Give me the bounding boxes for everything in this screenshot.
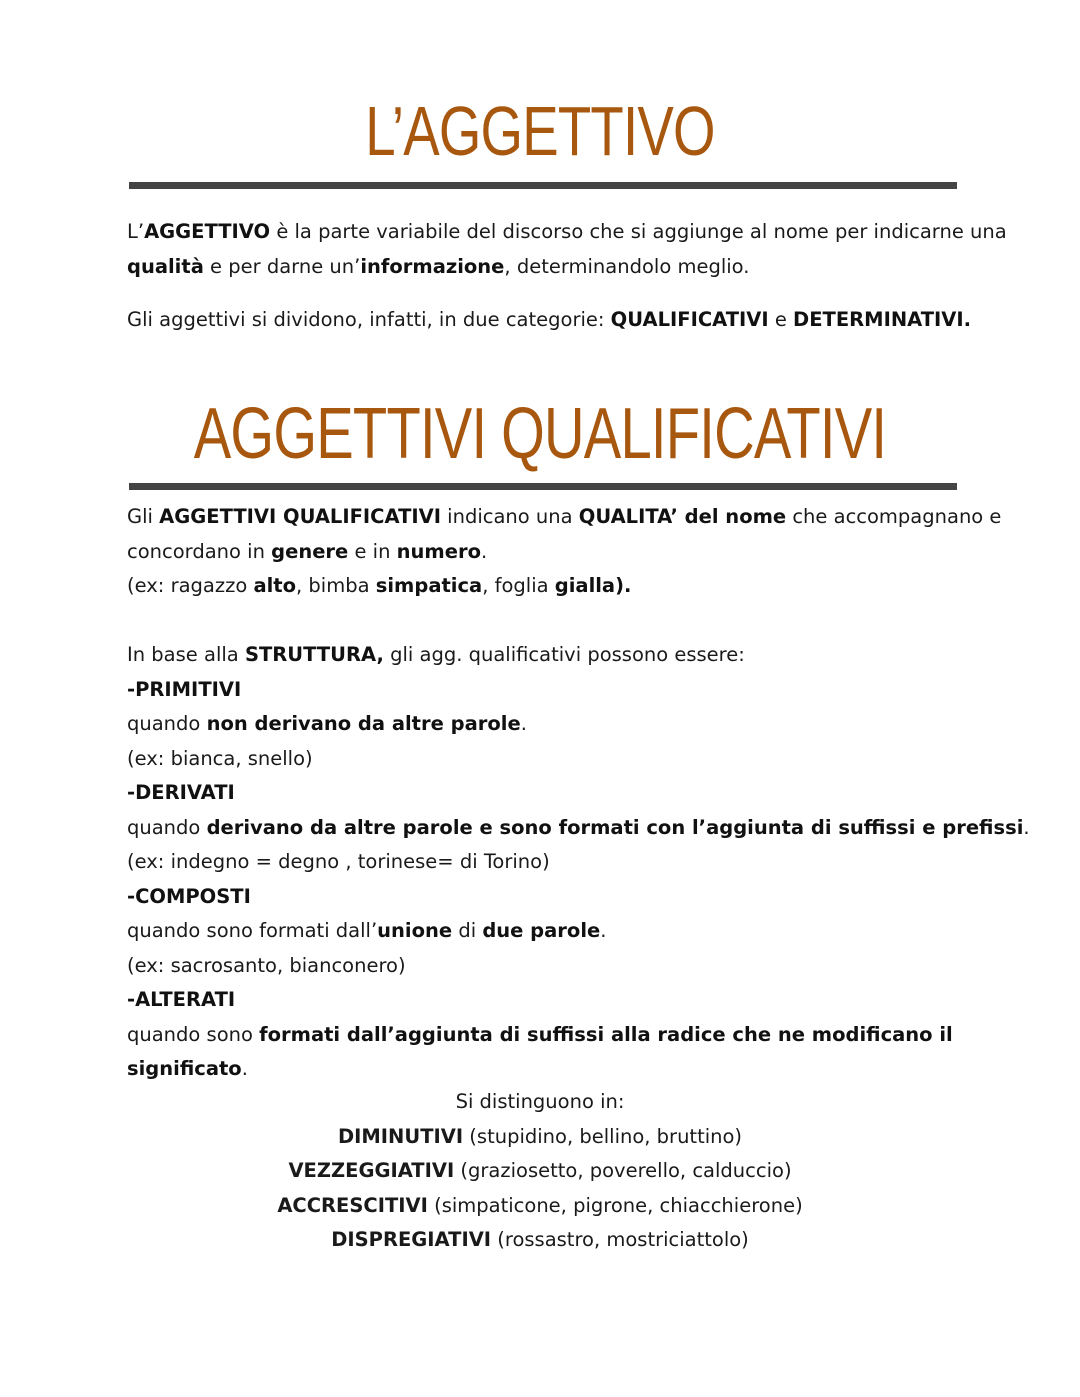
bold-text: gialla).: [554, 574, 632, 597]
intro-line-3: [127, 303, 972, 338]
text: e in: [348, 539, 397, 563]
alterati-item: [0, 1154, 1080, 1189]
text: Gli aggettivi si dividono, infatti, in due categorie:: [127, 308, 611, 331]
text: L’: [127, 220, 145, 243]
struttura-line: [127, 707, 947, 742]
struttura-line: [127, 880, 947, 915]
text: quando sono formati dall’: [127, 919, 378, 942]
bold-text: -PRIMITIVI: [127, 677, 242, 701]
text: In base alla: [127, 643, 245, 666]
text: (ex: sacrosanto, bianconero): [127, 953, 406, 977]
struttura-line: [127, 845, 947, 880]
qualificativi-line-3: [127, 569, 947, 604]
alterati-item-examples: (simpaticone, pigrone, chiacchierone): [427, 1193, 803, 1217]
title-divider: [129, 182, 957, 189]
intro-line-1: [127, 215, 1007, 250]
section-title: AGGETTIVI QUALIFICATIVI: [193, 394, 887, 474]
text: .: [600, 919, 607, 942]
bold-text: DETERMINATIVI.: [793, 308, 972, 331]
bold-text: numero: [396, 539, 481, 563]
alterati-item: [0, 1189, 1080, 1224]
text: (ex: ragazzo: [127, 574, 254, 597]
alterati-list: [0, 1085, 1080, 1258]
struttura-line: [127, 1018, 953, 1053]
bold-text: AGGETTIVO: [144, 220, 271, 243]
alterati-item-examples: (stupidino, bellino, bruttino): [463, 1124, 743, 1148]
alterati-item-name: VEZZEGGIATIVI: [288, 1159, 455, 1182]
intro-paragraph: [127, 215, 1007, 284]
bold-text: AGGETTIVI QUALIFICATIVI: [159, 505, 441, 528]
text: .: [520, 712, 527, 735]
alterati-item-name: ACCRESCITIVI: [277, 1193, 428, 1217]
bold-text: derivano da altre parole e sono formati con l’aggiunta di suffissi e prefissi: [206, 815, 1024, 839]
section-divider: [129, 483, 957, 490]
text: quando: [127, 815, 207, 839]
bold-text: informazione: [360, 254, 505, 278]
struttura-line: [127, 949, 947, 984]
alterati-item-name: DIMINUTIVI: [337, 1124, 464, 1148]
bold-text: qualità: [127, 254, 204, 278]
bold-text: non derivano da altre parole: [206, 712, 521, 735]
qualificativi-line-2: [127, 535, 947, 570]
alterati-item-examples: (graziosetto, poverello, calduccio): [454, 1159, 792, 1182]
bold-text: -DERIVATI: [127, 781, 235, 804]
struttura-line: [127, 742, 947, 777]
text: quando: [127, 712, 207, 735]
struttura-line: [127, 776, 947, 811]
bold-text: significato: [127, 1057, 242, 1080]
text: di: [452, 919, 483, 942]
text: indicano una: [440, 505, 579, 528]
bold-text: QUALITA’ del nome: [578, 505, 787, 528]
text: .: [241, 1057, 248, 1080]
bold-text: alto: [253, 574, 297, 597]
bold-text: formati dall’aggiunta di suffissi alla radice che ne modificano il: [259, 1022, 953, 1046]
struttura-line: [127, 673, 947, 708]
page-title: L’AGGETTIVO: [365, 92, 715, 170]
alterati-intro: Si distinguono in:: [455, 1090, 625, 1113]
text: , bimba: [296, 574, 376, 597]
text: che accompagnano e: [786, 505, 1002, 528]
struttura-line: [127, 914, 947, 949]
struttura-line: [127, 1052, 947, 1087]
bold-text: STRUTTURA,: [244, 643, 384, 666]
text: è la parte variabile del discorso che si aggiunge al nome per indicarne una: [270, 220, 1007, 243]
alterati-item-examples: (rossastro, mostriciattolo): [491, 1228, 749, 1251]
text: , determinandolo meglio.: [504, 254, 750, 278]
text: (ex: bianca, snello): [127, 746, 313, 770]
bold-text: QUALIFICATIVI: [610, 308, 769, 331]
alterati-item-name: DISPREGIATIVI: [331, 1228, 492, 1251]
struttura-section: [127, 638, 1030, 1087]
text: (ex: indegno = degno , torinese= di Torino): [127, 850, 550, 873]
qualificativi-line-1: [127, 500, 1002, 535]
bold-text: simpatica: [375, 574, 483, 597]
bold-text: due parole: [482, 919, 601, 942]
text: quando sono: [127, 1022, 260, 1046]
alterati-item: [0, 1223, 1080, 1258]
struttura-line: [127, 811, 1030, 846]
qualificativi-paragraph: [127, 500, 1002, 604]
bold-text: unione: [377, 919, 453, 942]
text: gli agg. qualificativi possono essere:: [383, 643, 745, 666]
struttura-intro: [127, 638, 947, 673]
text: .: [480, 539, 488, 563]
text: , foglia: [482, 574, 555, 597]
categories-paragraph: [127, 303, 972, 338]
text: concordano in: [127, 539, 272, 563]
text: e: [768, 308, 794, 331]
bold-text: -ALTERATI: [127, 988, 236, 1011]
bold-text: -COMPOSTI: [127, 884, 251, 908]
text: .: [1023, 815, 1030, 839]
struttura-line: [127, 983, 947, 1018]
text: Gli: [127, 505, 160, 528]
alterati-item: [0, 1120, 1080, 1155]
text: e per darne un’: [203, 254, 361, 278]
intro-line-2: [127, 250, 947, 285]
bold-text: genere: [271, 539, 349, 563]
